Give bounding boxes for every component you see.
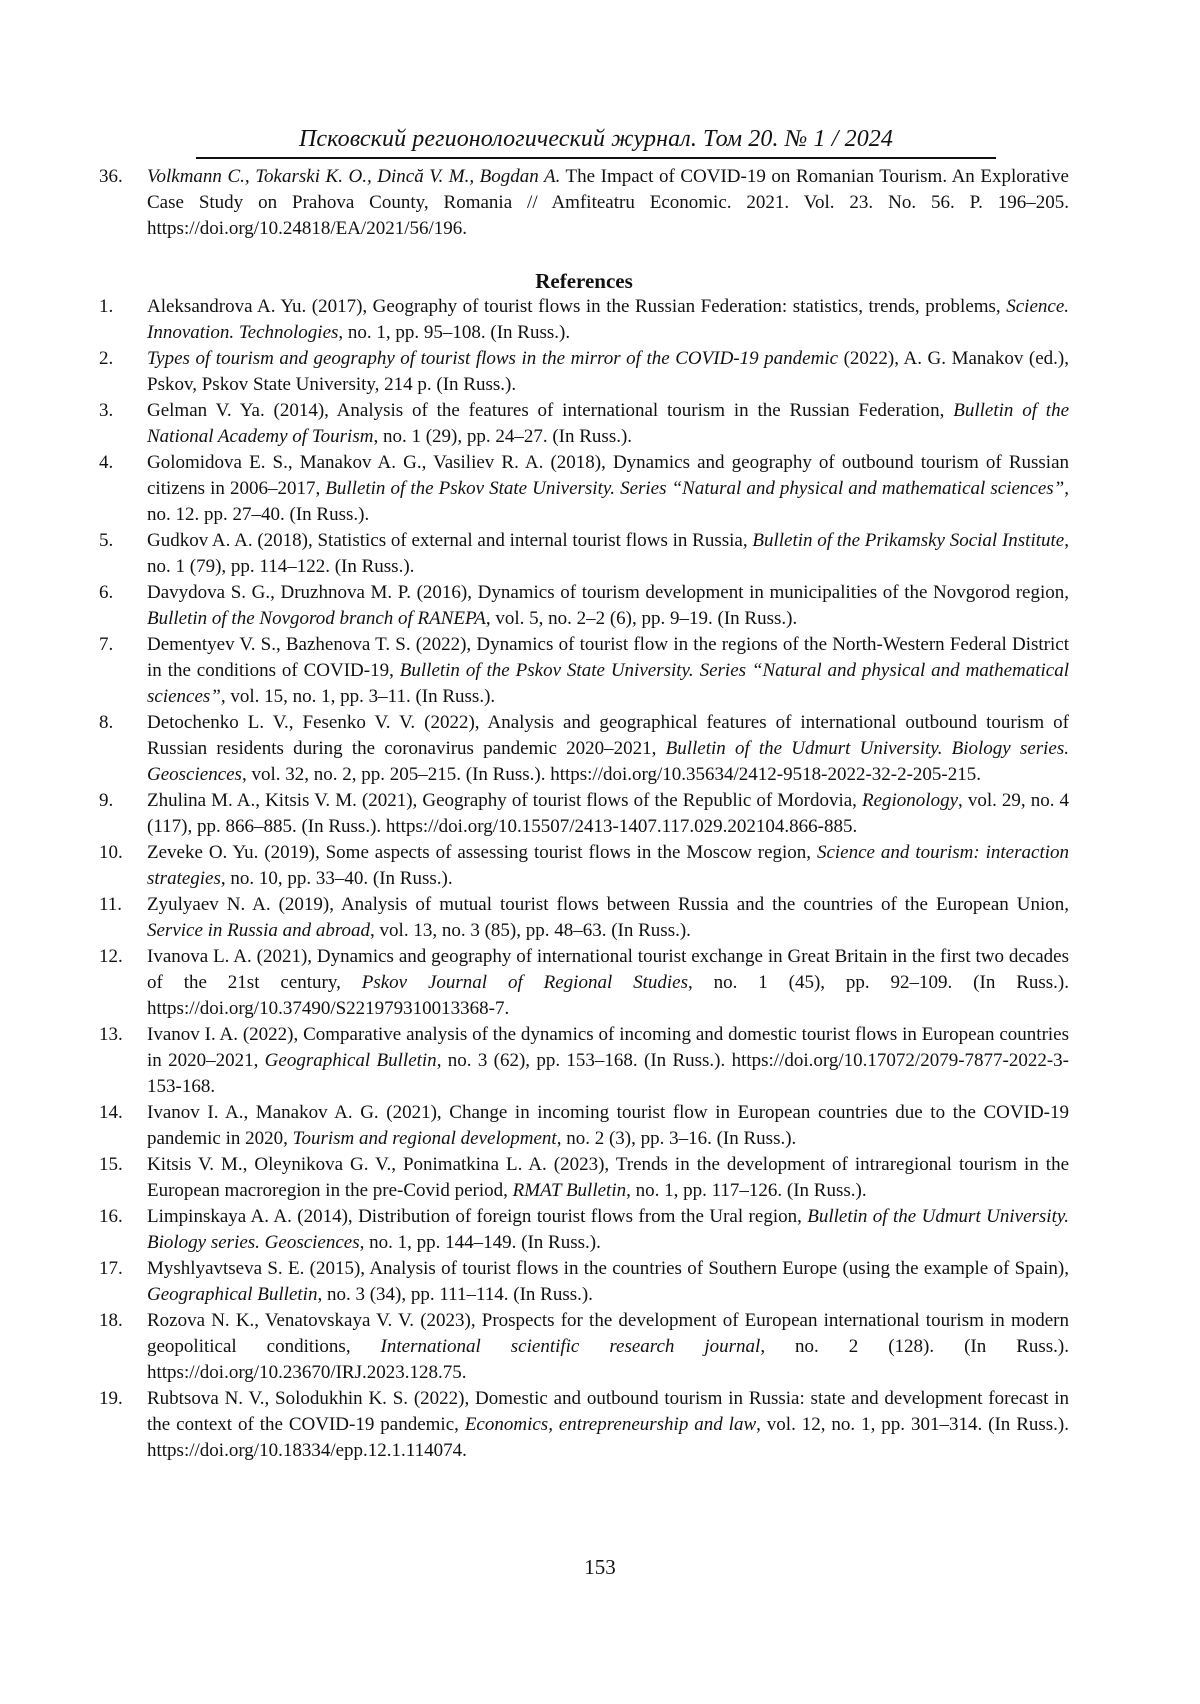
reference-source: Bulletin of the National Academy of Tourism (147, 400, 1069, 447)
reference-source: Pskov Journal of Regional Studies (361, 972, 688, 993)
reference-plain: Gelman V. Ya. (2014), Analysis of the features of international tourism in the Russian Federation, (147, 400, 954, 421)
reference-text (147, 580, 1069, 632)
reference-entry (99, 1022, 1069, 1100)
reference-plain: Zyulyaev N. A. (2019), Analysis of mutual tourist flows between Russia and the countries of the European Union, (147, 894, 1069, 915)
reference-source: Regionology (861, 790, 959, 811)
reference-rest: The Impact of COVID-19 on Romanian Tourism. An Explorative Case Study on Prahova County, Romania // Amfiteatru Economic. 2021. Vol. 23. No. 56. P. 196–205. https://doi.org/10.24818/EA/2021/56/196. (147, 166, 1069, 239)
reference-entry (99, 1100, 1069, 1152)
reference-plain: Myshlyavtseva S. E. (2015), Analysis of tourist flows in the countries of Southern Europe (using the example of Spain), (147, 1258, 1069, 1279)
reference-details: , no. 1, pp. 95–108. (In Russ.). (338, 322, 571, 343)
reference-source: Science. Innovation. Technologies (147, 296, 1069, 343)
reference-plain: Gudkov A. A. (2018), Statistics of external and internal tourist flows in Russia, (147, 530, 753, 551)
reference-entry (99, 1308, 1069, 1386)
reference-source: International scientific research journal (380, 1336, 761, 1357)
reference-text (147, 944, 1069, 1022)
reference-source: Economics, entrepreneurship and law (464, 1414, 757, 1435)
reference-text (147, 346, 1069, 398)
reference-number: 3. (99, 400, 114, 421)
reference-number: 6. (99, 582, 114, 603)
reference-plain: Kitsis V. M., Oleynikova G. V., Ponimatkina L. A. (2023), Trends in the development of intraregional tourism in the European macroregion in the pre-Covid period, (147, 1154, 1069, 1201)
reference-details: , vol. 12, no. 1, pp. 301–314. (In Russ.). https://doi.org/10.18334/epp.12.1.114074. (147, 1414, 1069, 1461)
reference-plain: Dementyev V. S., Bazhenova T. S. (2022), Dynamics of tourist flow in the regions of the North-Western Federal District in the conditions of COVID-19, (147, 634, 1069, 681)
reference-text (147, 840, 1069, 892)
reference-source: Bulletin of the Prikamsky Social Institute (752, 530, 1065, 551)
reference-details: , no. 2 (3), pp. 3–16. (In Russ.). (556, 1128, 797, 1149)
reference-text (147, 632, 1069, 710)
reference-plain: Limpinskaya A. A. (2014), Distribution of foreign tourist flows from the Ural region, (147, 1206, 808, 1227)
reference-details: , no. 2 (128). (In Russ.). https://doi.org/10.23670/IRJ.2023.128.75. (147, 1336, 1069, 1383)
reference-source: Geographical Bulletin (147, 1284, 318, 1305)
reference-source: Bulletin of the Pskov State University. Series “Natural and physical and mathematical sciences”, (147, 660, 1069, 707)
reference-text (147, 788, 1069, 840)
reference-entry (99, 944, 1069, 1022)
reference-number: 2. (99, 348, 114, 369)
reference-plain: Ivanov I. A. (2022), Comparative analysis of the dynamics of incoming and domestic tourist flows in European countries in 2020–2021, (147, 1024, 1069, 1071)
reference-number: 18. (99, 1310, 123, 1331)
reference-text (147, 1022, 1069, 1100)
reference-number: 5. (99, 530, 114, 551)
reference-entry (99, 1152, 1069, 1204)
reference-text (147, 294, 1069, 346)
reference-text (147, 1308, 1069, 1386)
reference-plain: Golomidova E. S., Manakov A. G., Vasiliev R. A. (2018), Dynamics and geography of outbound tourism of Russian citizens in 2006–2017, (147, 452, 1069, 499)
reference-plain: Ivanov I. A., Manakov A. G. (2021), Change in incoming tourist flow in European countries due to the COVID-19 pandemic in 2020, (147, 1102, 1069, 1149)
reference-entry (99, 840, 1069, 892)
reference-number: 7. (99, 634, 114, 655)
reference-details: , no. 1, pp. 117–126. (In Russ.). (626, 1180, 867, 1201)
reference-number: 14. (99, 1102, 123, 1123)
reference-number: 9. (99, 790, 114, 811)
reference-details: vol. 15, no. 1, pp. 3–11. (In Russ.). (225, 686, 496, 707)
reference-details: , no. 1 (45), pp. 92–109. (In Russ.). https://doi.org/10.37490/S221979310013368-7. (147, 972, 1070, 1019)
reference-plain: Rozova N. K., Venatovskaya V. V. (2023), Prospects for the development of European international tourism in modern geopolitical conditions, (147, 1310, 1069, 1357)
reference-source: Types of tourism and geography of tourist flows in the mirror of the COVID-19 pandemic (147, 348, 839, 369)
running-head: Псковский регионологический журнал. Том 20. № 1 / 2024 (299, 126, 893, 152)
reference-details: , no. 1 (79), pp. 114–122. (In Russ.). (147, 530, 1069, 577)
reference-number: 36. (99, 166, 123, 187)
reference-entry (99, 450, 1069, 528)
reference-entry (99, 528, 1069, 580)
reference-entry (99, 1256, 1069, 1308)
reference-source: Geographical Bulletin (264, 1050, 437, 1071)
reference-source: Science and tourism: interaction strategies (147, 842, 1069, 889)
reference-number: 10. (99, 842, 123, 863)
reference-text (147, 164, 1069, 242)
reference-plain: Detochenko L. V., Fesenko V. V. (2022), Analysis and geographical features of international outbound tourism of Russian residents during the coronavirus pandemic 2020–2021, (147, 712, 1069, 759)
reference-text (147, 1152, 1069, 1204)
references-heading: References (535, 269, 633, 293)
reference-entry (99, 1386, 1069, 1464)
reference-source: Bulletin of the Novgorod branch of RANEPA (147, 608, 486, 629)
reference-entry (99, 346, 1069, 398)
reference-text (147, 450, 1069, 528)
reference-number: 13. (99, 1024, 123, 1045)
reference-source: Service in Russia and abroad (147, 920, 371, 941)
reference-authors: Volkmann C., Tokarski K. O., Dincă V. M., Bogdan A. (147, 166, 561, 187)
reference-entry (99, 710, 1069, 788)
reference-details: , no. 3 (62), pp. 153–168. (In Russ.). https://doi.org/10.17072/2079-7877-2022-3-153-168. (147, 1050, 1069, 1097)
reference-details: , vol. 13, no. 3 (85), pp. 48–63. (In Russ.). (370, 920, 691, 941)
reference-plain: Zeveke O. Yu. (2019), Some aspects of assessing tourist flows in the Moscow region, (147, 842, 817, 863)
reference-text (147, 710, 1069, 788)
reference-source: Tourism and regional development (292, 1128, 557, 1149)
header-rule (196, 157, 996, 159)
reference-text (147, 892, 1069, 944)
reference-number: 11. (99, 894, 123, 915)
reference-source: Bulletin of the Udmurt University. Biology series. Geosciences (147, 1206, 1069, 1253)
reference-text (147, 1386, 1069, 1464)
reference-entry (99, 580, 1069, 632)
reference-entry (99, 788, 1069, 840)
reference-number: 1. (99, 296, 114, 317)
reference-details: , no. 12. pp. 27–40. (In Russ.). (147, 478, 1069, 525)
reference-plain: Zhulina M. A., Kitsis V. M. (2021), Geography of tourist flows of the Republic of Mordovia, (147, 790, 862, 811)
reference-entry (99, 892, 1069, 944)
reference-entry (99, 294, 1069, 346)
reference-number: 15. (99, 1154, 123, 1175)
reference-text (147, 1204, 1069, 1256)
reference-details: , no. 10, pp. 33–40. (In Russ.). (220, 868, 453, 889)
reference-source: Bulletin of the Udmurt University. Biology series. Geosciences (147, 738, 1069, 785)
reference-number: 16. (99, 1206, 123, 1227)
reference-number: 12. (99, 946, 123, 967)
reference-entry (99, 632, 1069, 710)
reference-text (147, 528, 1069, 580)
reference-number: 8. (99, 712, 114, 733)
reference-number: 19. (99, 1388, 123, 1409)
page-number: 153 (584, 1555, 616, 1579)
reference-number: 17. (99, 1258, 123, 1279)
reference-details: (2022), A. G. Manakov (ed.), Pskov, Pskov State University, 214 p. (In Russ.). (147, 348, 1069, 395)
reference-details: , no. 1, pp. 144–149. (In Russ.). (359, 1232, 601, 1253)
page-content (99, 164, 1069, 1464)
reference-text (147, 1100, 1069, 1152)
reference-number: 4. (99, 452, 114, 473)
reference-entry (99, 1204, 1069, 1256)
reference-text (147, 398, 1069, 450)
reference-plain: Aleksandrova A. Yu. (2017), Geography of tourist flows in the Russian Federation: statistics, trends, problems, (147, 296, 1007, 317)
reference-text (147, 1256, 1069, 1308)
reference-entry-36 (99, 164, 1069, 242)
reference-plain: Ivanova L. A. (2021), Dynamics and geography of international tourist exchange in Great Britain in the first two decades of the 21st century, (147, 946, 1069, 993)
references-list (99, 294, 1069, 1464)
reference-details: , no. 3 (34), pp. 111–114. (In Russ.). (317, 1284, 593, 1305)
reference-plain: Rubtsova N. V., Solodukhin K. S. (2022), Domestic and outbound tourism in Russia: state and development forecast in the context of the COVID-19 pandemic, (147, 1388, 1069, 1435)
reference-details: , vol. 5, no. 2–2 (6), pp. 9–19. (In Russ.). (485, 608, 798, 629)
reference-details: , vol. 29, no. 4 (117), pp. 866–885. (In Russ.). https://doi.org/10.15507/2413-1407.117.029.202104.866-885. (147, 790, 1070, 837)
reference-plain: Davydova S. G., Druzhnova M. P. (2016), Dynamics of tourism development in municipalities of the Novgorod region, (147, 582, 1069, 603)
reference-source: RMAT Bulletin (512, 1180, 627, 1201)
reference-details: , vol. 32, no. 2, pp. 205–215. (In Russ.). https://doi.org/10.35634/2412-9518-2022-32-2-205-215. (241, 764, 982, 785)
reference-source: Bulletin of the Pskov State University. Series “Natural and physical and mathematical sciences” (325, 478, 1065, 499)
reference-entry (99, 398, 1069, 450)
reference-details: , no. 1 (29), pp. 24–27. (In Russ.). (373, 426, 633, 447)
